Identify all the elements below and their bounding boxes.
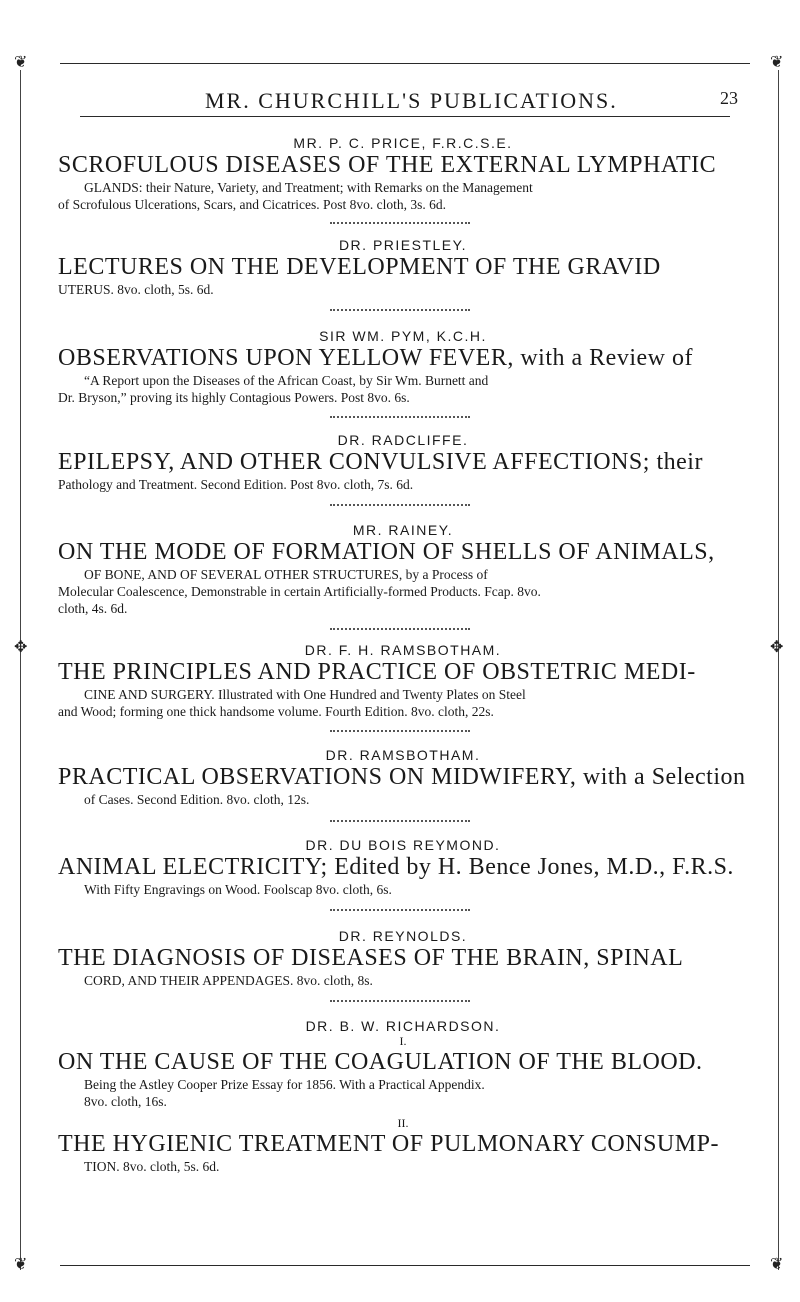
divider-ornament — [330, 412, 470, 418]
divider-ornament — [330, 726, 470, 732]
entry-title-line: THE DIAGNOSIS OF DISEASES OF THE BRAIN, SPINAL — [58, 945, 684, 971]
entry-title-line: THE PRINCIPLES AND PRACTICE OF OBSTETRIC MEDI- — [58, 659, 696, 685]
entry-line: GLANDS: their Nature, Variety, and Treatment; with Remarks on the Management — [84, 180, 533, 195]
entry-title-line: THE HYGIENIC TREATMENT OF PULMONARY CONSUMP- — [58, 1131, 719, 1157]
corner-ornament-icon: ❦ — [770, 1256, 784, 1273]
entry-author: DR. B. W. RICHARDSON. — [305, 1018, 501, 1034]
entry-line: 8vo. cloth, 16s. — [84, 1094, 167, 1109]
entry-title-line: ANIMAL ELECTRICITY; Edited by H. Bence Jones, M.D., F.R.S. — [58, 854, 734, 880]
side-ornament-icon: ✥ — [14, 639, 28, 656]
entry-author: DR. RAMSBOTHAM. — [325, 747, 481, 763]
header-underline — [80, 116, 730, 117]
entry-title-line: EPILEPSY, AND OTHER CONVULSIVE AFFECTIONS; their — [58, 449, 703, 475]
entry-author: SIR WM. PYM, K.C.H. — [319, 328, 487, 344]
running-header-title: MR. CHURCHILL'S PUBLICATIONS. — [205, 88, 618, 113]
divider-ornament — [330, 996, 470, 1002]
corner-ornament-icon: ❦ — [14, 54, 28, 71]
catalogue-entry — [58, 432, 748, 493]
bottom-border-rule — [60, 1265, 750, 1266]
entry-author: DR. REYNOLDS. — [338, 928, 468, 944]
entry-author: DR. F. H. RAMSBOTHAM. — [304, 642, 502, 658]
divider-ornament — [330, 624, 470, 630]
divider-ornament — [330, 816, 470, 822]
section-numeral: II. — [397, 1116, 409, 1130]
entry-author: MR. RAINEY. — [352, 522, 454, 538]
catalogue-entry — [58, 837, 748, 898]
catalogue-entry — [58, 522, 748, 617]
entry-line: “A Report upon the Diseases of the African Coast, by Sir Wm. Burnett and — [84, 373, 489, 388]
entry-author: DR. PRIESTLEY. — [338, 237, 468, 253]
entry-title-line: ON THE MODE OF FORMATION OF SHELLS OF ANIMALS, — [58, 539, 715, 565]
entry-line: TION. 8vo. cloth, 5s. 6d. — [84, 1159, 220, 1174]
left-border-line — [20, 70, 21, 1270]
entry-line: With Fifty Engravings on Wood. Foolscap 8vo. cloth, 6s. — [84, 882, 392, 897]
catalogue-entry — [58, 747, 748, 808]
entry-line: Pathology and Treatment. Second Edition. Post 8vo. cloth, 7s. 6d. — [58, 477, 414, 492]
right-border-line — [778, 70, 779, 1270]
divider-ornament — [330, 500, 470, 506]
entry-line: of Cases. Second Edition. 8vo. cloth, 12s. — [84, 792, 310, 807]
entry-author: MR. P. C. PRICE, F.R.C.S.E. — [293, 135, 513, 151]
corner-ornament-icon: ❦ — [770, 54, 784, 71]
entry-line: OF BONE, AND OF SEVERAL OTHER STRUCTURES, by a Process of — [84, 567, 488, 582]
catalogue-entry — [58, 1018, 748, 1175]
page-number: 23 — [720, 88, 738, 108]
catalogue-entry — [58, 328, 748, 406]
entry-author: DR. RADCLIFFE. — [337, 432, 469, 448]
entry-line: CORD, AND THEIR APPENDAGES. 8vo. cloth, 8s. — [84, 973, 373, 988]
entry-title-line: LECTURES ON THE DEVELOPMENT OF THE GRAVID — [58, 254, 661, 280]
entry-title-line: SCROFULOUS DISEASES OF THE EXTERNAL LYMPHATIC — [58, 152, 717, 178]
entry-line: cloth, 4s. 6d. — [58, 601, 128, 616]
entry-title-line: PRACTICAL OBSERVATIONS ON MIDWIFERY, with a Selection — [58, 764, 746, 790]
entry-line: Dr. Bryson,” proving its highly Contagious Powers. Post 8vo. 6s. — [58, 390, 410, 405]
catalogue-entry — [58, 237, 748, 298]
corner-ornament-icon: ❦ — [14, 1256, 28, 1273]
entry-line: CINE AND SURGERY. Illustrated with One Hundred and Twenty Plates on Steel — [84, 687, 526, 702]
catalogue-entry — [58, 928, 748, 989]
catalogue-entry — [58, 135, 748, 213]
entry-line: and Wood; forming one thick handsome volume. Fourth Edition. 8vo. cloth, 22s. — [58, 704, 494, 719]
entry-author: DR. DU BOIS REYMOND. — [305, 837, 501, 853]
catalogue-entry — [58, 642, 748, 720]
entry-line: of Scrofulous Ulcerations, Scars, and Cicatrices. Post 8vo. cloth, 3s. 6d. — [58, 197, 447, 212]
entry-line: UTERUS. 8vo. cloth, 5s. 6d. — [58, 282, 214, 297]
side-ornament-icon: ✥ — [770, 639, 784, 656]
entry-line: Molecular Coalescence, Demonstrable in certain Artificially-formed Products. Fcap. 8vo. — [58, 584, 541, 599]
top-border-rule — [60, 63, 750, 64]
entry-title-line: ON THE CAUSE OF THE COAGULATION OF THE BLOOD. — [58, 1049, 703, 1075]
entry-line: Being the Astley Cooper Prize Essay for 1856. With a Practical Appendix. — [84, 1077, 485, 1092]
divider-ornament — [330, 905, 470, 911]
section-numeral: I. — [399, 1034, 407, 1048]
divider-ornament — [330, 305, 470, 311]
divider-ornament — [330, 218, 470, 224]
entry-title-line: OBSERVATIONS UPON YELLOW FEVER, with a Review of — [58, 345, 693, 371]
